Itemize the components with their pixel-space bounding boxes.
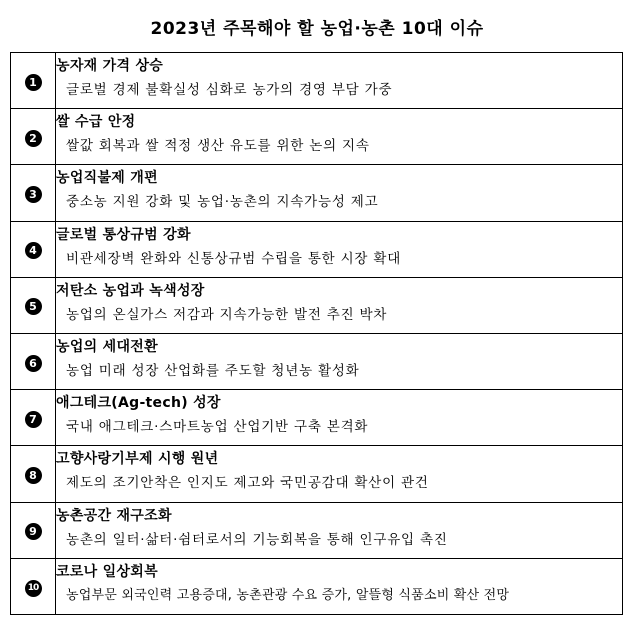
issue-heading: 농업직불제 개편 (56, 170, 158, 187)
issues-table (10, 52, 623, 615)
issue-heading: 코로나 일상회복 (56, 563, 158, 580)
issue-heading: 농촌공간 재구조화 (56, 507, 172, 524)
issue-description: 중소농 지원 강화 및 농업·농촌의 지속가능성 제고 (66, 194, 379, 211)
issue-heading: 농자재 가격 상승 (56, 58, 164, 74)
issue-heading: 농업의 세대전환 (56, 338, 158, 355)
issue-description: 비관세장벽 완화와 신통상규범 수립을 통한 시장 확대 (66, 250, 402, 267)
document-title: 2023년 주목해야 할 농업·농촌 10대 이슈 (150, 19, 484, 39)
issue-number-badge: 1 (25, 74, 42, 91)
issue-number-cell (11, 221, 56, 277)
issue-number-badge: 10 (25, 580, 42, 597)
issue-description: 농촌의 일터·삶터·쉼터로서의 기능회복을 통해 인구유입 촉진 (66, 531, 448, 548)
issue-number-badge: 4 (25, 242, 42, 259)
issue-row (11, 165, 623, 221)
issue-row (11, 221, 623, 277)
issue-row (11, 390, 623, 446)
issue-heading: 글로벌 통상규범 강화 (56, 226, 191, 243)
issue-content-cell (56, 333, 623, 389)
issue-description: 농업의 온실가스 저감과 지속가능한 발전 추진 박차 (66, 306, 388, 323)
issue-heading: 쌀 수급 안정 (56, 114, 136, 131)
issue-number-badge: 9 (25, 523, 42, 540)
issue-number-cell (11, 390, 56, 446)
issue-content-cell (56, 53, 623, 109)
issue-content-cell (56, 446, 623, 502)
issue-row (11, 109, 623, 165)
issue-number-cell (11, 277, 56, 333)
issue-heading: 저탄소 농업과 녹색성장 (56, 282, 205, 299)
issue-number-cell (11, 53, 56, 109)
issue-row (11, 333, 623, 389)
issue-row (11, 502, 623, 558)
issue-content-cell (56, 165, 623, 221)
issue-heading: 고향사랑기부제 시행 원년 (56, 451, 219, 468)
issue-content-cell (56, 390, 623, 446)
issue-content-cell (56, 558, 623, 614)
issue-number-cell (11, 502, 56, 558)
issue-row (11, 446, 623, 502)
issue-number-cell (11, 333, 56, 389)
issue-content-cell (56, 109, 623, 165)
issue-number-badge: 3 (25, 186, 42, 203)
issue-number-badge: 8 (25, 467, 42, 484)
issue-number-cell (11, 109, 56, 165)
issue-number-cell (11, 165, 56, 221)
issue-description: 글로벌 경제 불확실성 심화로 농가의 경영 부담 가중 (66, 82, 393, 98)
issue-content-cell (56, 277, 623, 333)
issue-description: 농업 미래 성장 산업화를 주도할 청년농 활성화 (66, 362, 360, 379)
issue-content-cell (56, 221, 623, 277)
issue-row (11, 558, 623, 614)
issue-number-badge: 5 (25, 298, 42, 315)
issue-description: 농업부문 외국인력 고용증대, 농촌관광 수요 증가, 알뜰형 식품소비 확산 전망 (66, 587, 510, 603)
issue-description: 국내 애그테크·스마트농업 산업기반 구축 본격화 (66, 419, 369, 436)
issue-heading: 애그테크(Ag-tech) 성장 (56, 395, 221, 412)
issue-description: 제도의 조기안착은 인지도 제고와 국민공감대 확산이 관건 (66, 475, 429, 492)
issue-description: 쌀값 회복과 쌀 적정 생산 유도를 위한 논의 지속 (66, 138, 370, 155)
issue-content-cell (56, 502, 623, 558)
issue-number-badge: 6 (25, 355, 42, 372)
issue-row (11, 277, 623, 333)
issue-number-badge: 7 (25, 411, 42, 428)
issue-number-cell (11, 558, 56, 614)
issue-number-badge: 2 (25, 130, 42, 147)
issue-row (11, 53, 623, 109)
issue-number-cell (11, 446, 56, 502)
